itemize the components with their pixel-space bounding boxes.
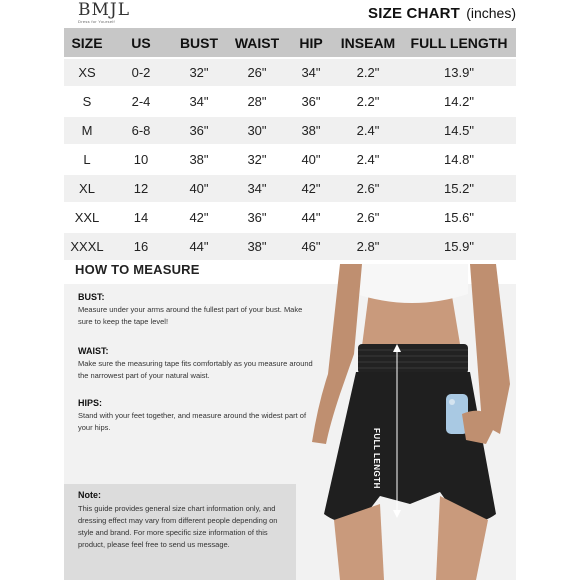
cell-us: 0-2 (110, 58, 172, 87)
table-row (64, 116, 516, 145)
cell-us: 2-4 (110, 87, 172, 116)
cell-size: S (64, 87, 110, 116)
cell-size: XXXL (64, 232, 110, 261)
cell-us: 16 (110, 232, 172, 261)
cell-waist: 32" (226, 145, 288, 174)
cell-full-length: 14.8" (402, 145, 516, 174)
cell-waist: 28" (226, 87, 288, 116)
bust-text: Measure under your arms around the fullest part of your bust. Make sure to keep the tape level! (78, 305, 303, 326)
cell-us: 6-8 (110, 116, 172, 145)
cell-bust: 38" (172, 145, 226, 174)
cell-inseam: 2.6" (334, 203, 402, 232)
cell-hip: 36" (288, 87, 334, 116)
waist-label: WAIST: (78, 346, 109, 356)
cell-inseam: 2.4" (334, 116, 402, 145)
hips-instructions (78, 398, 318, 434)
header-full-length: FULL LENGTH (402, 28, 516, 58)
cell-waist: 30" (226, 116, 288, 145)
cell-size: M (64, 116, 110, 145)
table-row (64, 232, 516, 261)
cell-bust: 36" (172, 116, 226, 145)
page-title (368, 5, 516, 22)
note-box (64, 484, 296, 580)
table-row (64, 203, 516, 232)
cell-full-length: 13.9" (402, 58, 516, 87)
hips-text: Stand with your feet together, and measure around the widest part of your hips. (78, 411, 307, 432)
cell-full-length: 14.5" (402, 116, 516, 145)
table-row (64, 174, 516, 203)
waist-text: Make sure the measuring tape fits comfortably as you measure around the narrowest part of your natural waist. (78, 359, 313, 380)
header-waist: WAIST (226, 28, 288, 58)
cell-hip: 40" (288, 145, 334, 174)
model-shorts-illustration (300, 264, 516, 580)
cell-hip: 46" (288, 232, 334, 261)
cell-full-length: 14.2" (402, 87, 516, 116)
measure-arrow-bottom (393, 510, 401, 518)
cell-size: XS (64, 58, 110, 87)
header-bust: BUST (172, 28, 226, 58)
cell-size: XXL (64, 203, 110, 232)
cell-waist: 34" (226, 174, 288, 203)
bust-instructions (78, 292, 318, 328)
header-us: US (110, 28, 172, 58)
table-row (64, 58, 516, 87)
title-unit: (inches) (466, 5, 516, 21)
size-chart-table (64, 28, 516, 262)
table-row (64, 87, 516, 116)
cell-hip: 38" (288, 116, 334, 145)
cell-us: 12 (110, 174, 172, 203)
cell-inseam: 2.6" (334, 174, 402, 203)
header-hip: HIP (288, 28, 334, 58)
header-size: SIZE (64, 28, 110, 58)
cell-full-length: 15.6" (402, 203, 516, 232)
cell-bust: 34" (172, 87, 226, 116)
shorts-waistband (358, 344, 468, 374)
cell-waist: 38" (226, 232, 288, 261)
cell-hip: 44" (288, 203, 334, 232)
note-text: This guide provides general size chart information only, and dressing effect may vary from different people depending on style and brand. For more specific size information of this product, please feel free to send us message. (78, 504, 278, 549)
cell-hip: 42" (288, 174, 334, 203)
shorts-body (324, 372, 496, 523)
cell-hip: 34" (288, 58, 334, 87)
how-to-measure-title: HOW TO MEASURE (75, 262, 200, 277)
logo-text: BMJL (78, 0, 131, 20)
logo-tagline: Dress for Yourself (78, 19, 115, 24)
full-length-label: FULL LENGTH (372, 428, 381, 489)
cell-inseam: 2.2" (334, 87, 402, 116)
cell-waist: 36" (226, 203, 288, 232)
cell-bust: 44" (172, 232, 226, 261)
title-main: SIZE CHART (368, 5, 461, 22)
hips-label: HIPS: (78, 398, 103, 408)
cell-full-length: 15.9" (402, 232, 516, 261)
waist-instructions (78, 346, 318, 382)
cell-inseam: 2.2" (334, 58, 402, 87)
cell-bust: 40" (172, 174, 226, 203)
cell-us: 14 (110, 203, 172, 232)
cell-bust: 42" (172, 203, 226, 232)
cell-full-length: 15.2" (402, 174, 516, 203)
cell-inseam: 2.8" (334, 232, 402, 261)
note-label: Note: (78, 490, 101, 500)
model-shorts-image (300, 264, 516, 580)
cell-us: 10 (110, 145, 172, 174)
cell-size: XL (64, 174, 110, 203)
table-row (64, 145, 516, 174)
cell-bust: 32" (172, 58, 226, 87)
bust-label: BUST: (78, 292, 105, 302)
table-header-row (64, 28, 516, 58)
brand-logo (78, 2, 148, 24)
header-inseam: INSEAM (334, 28, 402, 58)
cell-inseam: 2.4" (334, 145, 402, 174)
cell-waist: 26" (226, 58, 288, 87)
cell-size: L (64, 145, 110, 174)
white-crop-top (356, 264, 468, 303)
